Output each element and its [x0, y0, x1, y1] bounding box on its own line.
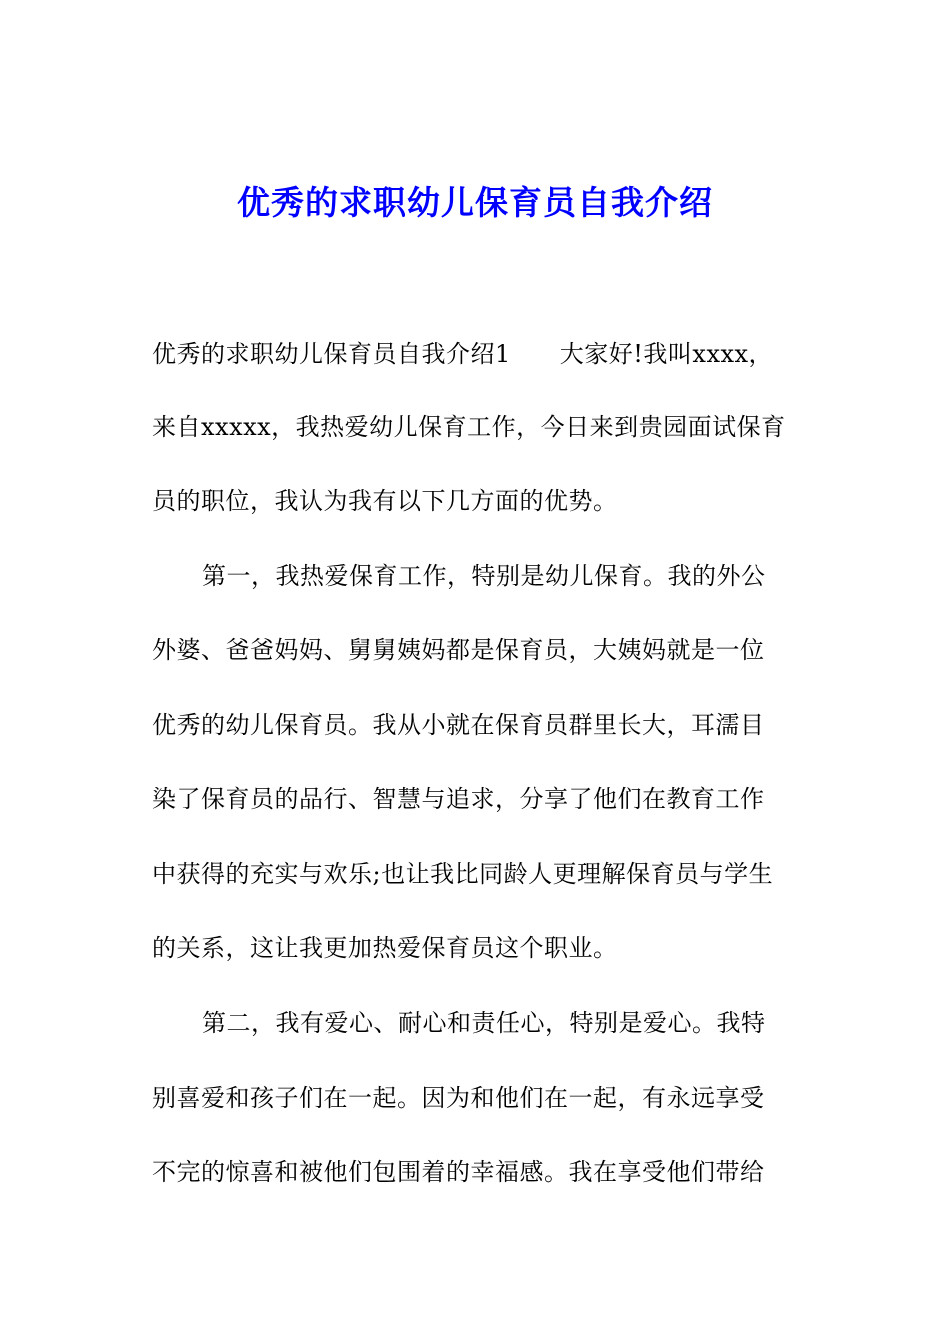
text-line-12: 不完的惊喜和被他们包围着的幸福感。我在享受他们带给 — [152, 1158, 765, 1186]
text-line-6: 优秀的幼儿保育员。我从小就在保育员群里长大，耳濡目 — [152, 711, 765, 739]
text-line-11: 别喜爱和孩子们在一起。因为和他们在一起，有永远享受 — [152, 1084, 765, 1112]
text-line-5: 外婆、爸爸妈妈、舅舅姨妈都是保育员，大姨妈就是一位 — [152, 636, 765, 664]
text-line-4: 第一，我热爱保育工作，特别是幼儿保育。我的外公 — [202, 562, 766, 590]
text-line-3: 员的职位，我认为我有以下几方面的优势。 — [152, 487, 618, 515]
text-line-7: 染了保育员的品行、智慧与追求，分享了他们在教育工作 — [152, 785, 765, 813]
text-line-1: 优秀的求职幼儿保育员自我介绍1 大家好!我叫xxxx， — [152, 340, 774, 368]
document-title: 优秀的求职幼儿保育员自我介绍 — [237, 183, 713, 222]
text-line-2: 来自xxxxx，我热爱幼儿保育工作，今日来到贵园面试保育 — [152, 413, 786, 441]
text-line-9: 的关系，这让我更加热爱保育员这个职业。 — [152, 934, 618, 962]
text-line-10: 第二，我有爱心、耐心和责任心，特别是爱心。我特 — [202, 1009, 766, 1037]
text-line-8: 中获得的充实与欢乐;也让我比同龄人更理解保育员与学生 — [152, 860, 774, 888]
